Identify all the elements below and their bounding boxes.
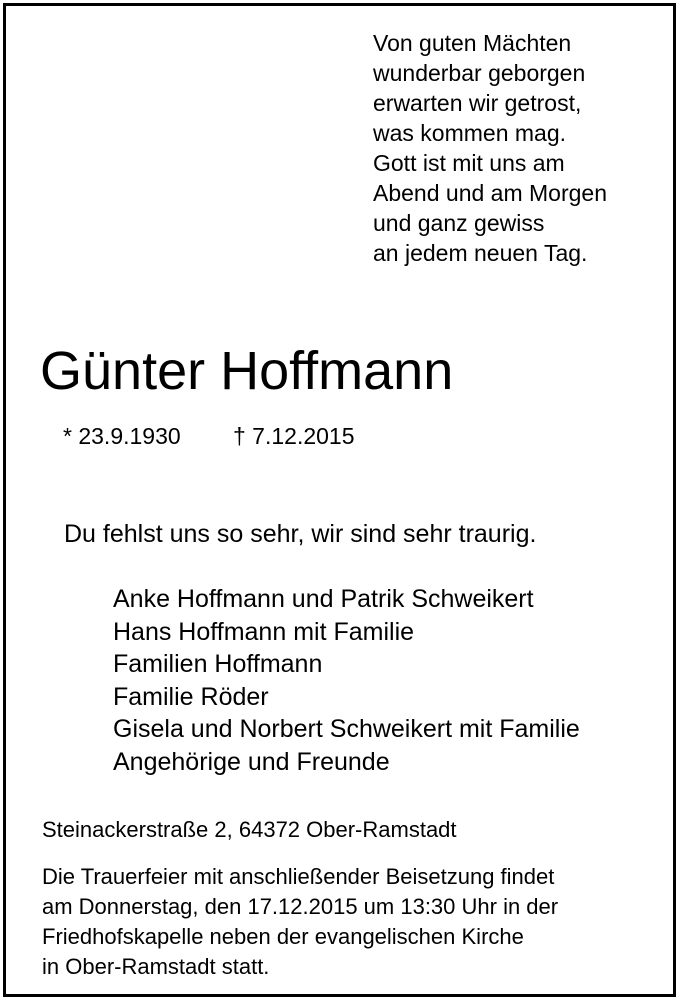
- deceased-name: Günter Hoffmann: [40, 341, 454, 401]
- birth-date: * 23.9.1930: [63, 423, 181, 449]
- poem-line: an jedem neuen Tag.: [373, 240, 588, 266]
- death-date: † 7.12.2015: [233, 423, 355, 449]
- mourner-entry: Gisela und Norbert Schweikert mit Familie: [113, 715, 580, 743]
- poem-line: was kommen mag.: [373, 120, 567, 146]
- poem-line: Von guten Mächten: [373, 30, 572, 56]
- mourners-list: [113, 583, 580, 778]
- poem-line: Abend und am Morgen: [373, 180, 607, 206]
- family-address: Steinackerstraße 2, 64372 Ober-Ramstadt: [42, 817, 457, 842]
- funeral-line: in Ober-Ramstadt statt.: [42, 954, 270, 979]
- funeral-info: [42, 862, 558, 982]
- poem-line: wunderbar geborgen: [373, 60, 586, 86]
- poem-line: erwarten wir getrost,: [373, 90, 582, 116]
- mourner-entry: Familien Hoffmann: [113, 650, 323, 678]
- mourner-entry: Familie Röder: [113, 682, 269, 711]
- poem: [373, 28, 607, 268]
- poem-line: und ganz gewiss: [373, 210, 545, 236]
- mourning-message: Du fehlst uns so sehr, wir sind sehr traurig.: [64, 520, 537, 548]
- funeral-line: Die Trauerfeier mit anschließender Beisetzung findet: [42, 864, 555, 889]
- funeral-line: Friedhofskapelle neben der evangelischen Kirche: [42, 924, 524, 949]
- mourner-entry: Angehörige und Freunde: [113, 747, 390, 776]
- poem-line: Gott ist mit uns am: [373, 150, 565, 176]
- mourner-entry: Hans Hoffmann mit Familie: [113, 617, 415, 646]
- funeral-line: am Donnerstag, den 17.12.2015 um 13:30 Uhr in der: [42, 894, 559, 919]
- mourner-entry: Anke Hoffmann und Patrik Schweikert: [113, 585, 534, 613]
